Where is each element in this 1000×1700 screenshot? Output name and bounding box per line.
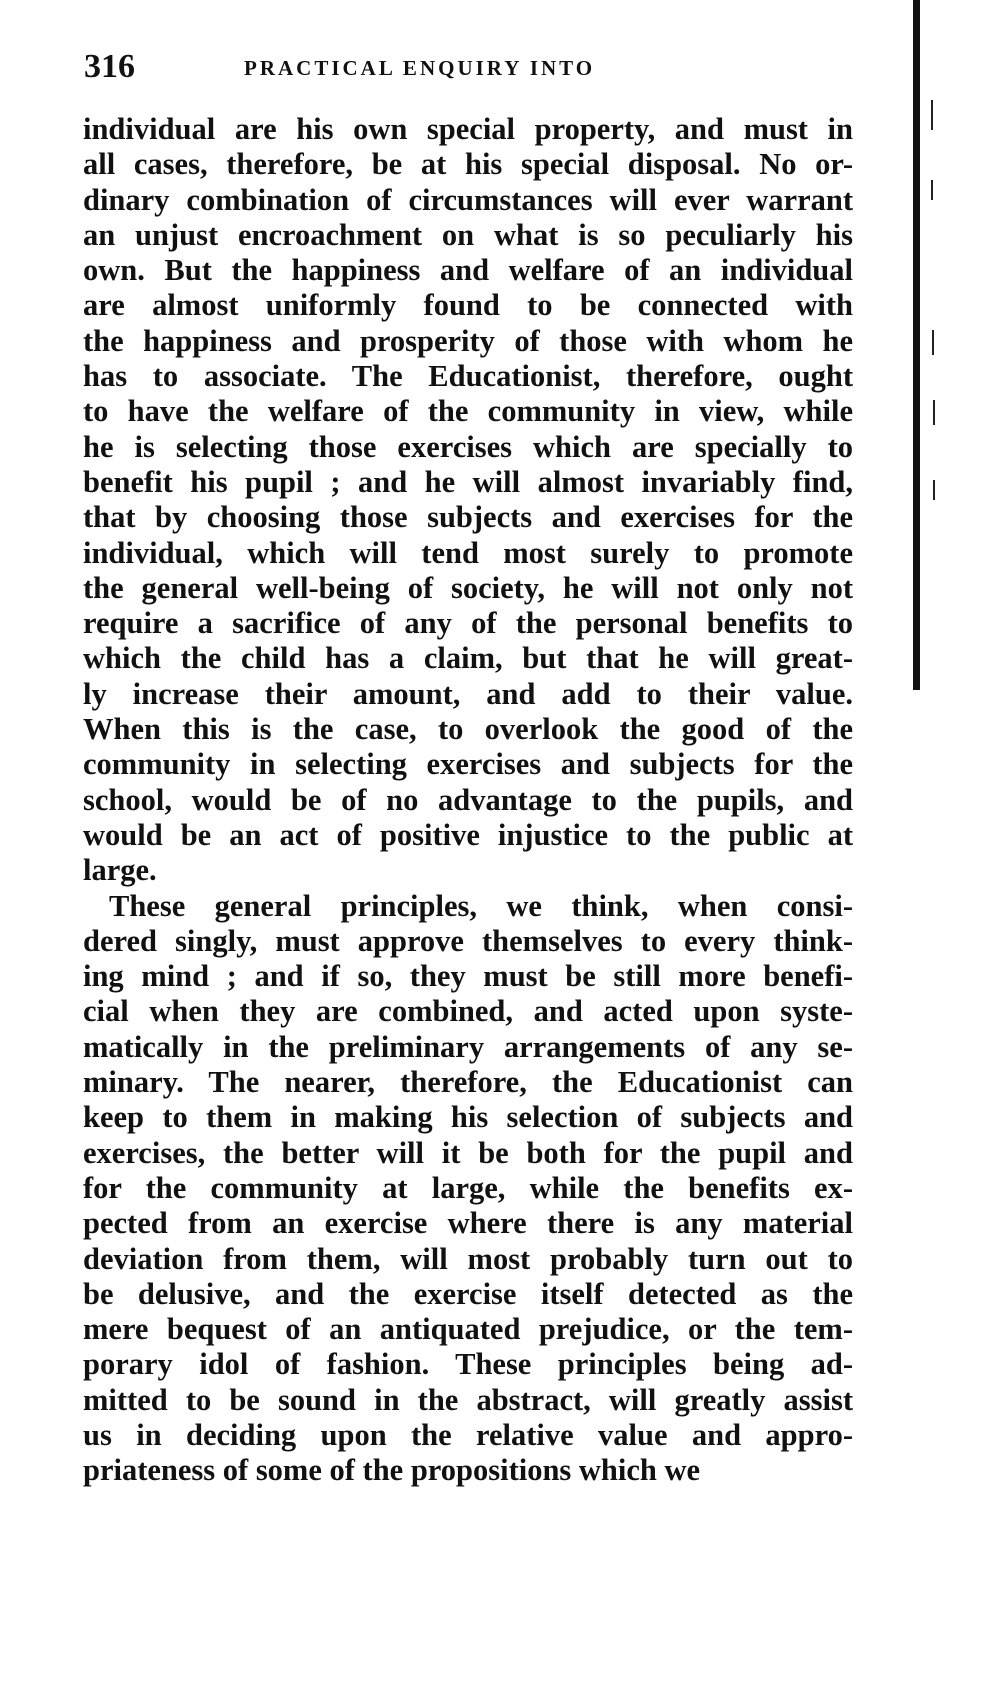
text-line: are almost uniformly found to be connected with: [83, 288, 853, 323]
text-line: When this is the case, to overlook the good of the: [83, 712, 853, 747]
text-line: be delusive, and the exercise itself detected as the: [83, 1276, 853, 1311]
text-line: individual, which will tend most surely to promote: [83, 535, 853, 570]
text-line: to have the welfare of the community in view, while: [83, 394, 853, 429]
text-line: priateness of some of the propositions which we: [83, 1453, 701, 1488]
text-line: porary idol of fashion. These principles being ad-: [83, 1347, 853, 1382]
text-line: for the community at large, while the benefits ex-: [83, 1170, 853, 1205]
scan-artifact: [933, 480, 935, 500]
text-line: the happiness and prosperity of those with whom he: [83, 323, 853, 358]
scan-artifact: [933, 400, 935, 425]
text-line: an unjust encroachment on what is so peculiarly his: [83, 217, 853, 252]
text-line: These general principles, we think, when consi-: [109, 888, 853, 923]
text-line: benefit his pupil ; and he will almost invariably find,: [83, 464, 853, 499]
page-header: [84, 48, 854, 92]
text-line: dinary combination of circumstances will ever warrant: [83, 182, 853, 217]
scan-artifact: [931, 100, 933, 130]
text-line: ing mind ; and if so, they must be still more benefi-: [83, 959, 853, 994]
text-line: that by choosing those subjects and exercises for the: [83, 500, 853, 535]
text-line: all cases, therefore, be at his special disposal. No or-: [83, 147, 853, 182]
text-line: pected from an exercise where there is any material: [83, 1206, 853, 1241]
text-line: exercises, the better will it be both for the pupil and: [83, 1135, 853, 1170]
page-body: [83, 112, 853, 1489]
text-line: which the child has a claim, but that he will great-: [83, 641, 853, 676]
text-line: keep to them in making his selection of subjects and: [83, 1100, 853, 1135]
page-number: 316: [84, 48, 135, 85]
text-line: mitted to be sound in the abstract, will greatly assist: [83, 1382, 853, 1417]
text-line: school, would be of no advantage to the pupils, and: [83, 782, 853, 817]
text-line: would be an act of positive injustice to the public at: [83, 817, 853, 852]
text-line: the general well-being of society, he will not only not: [83, 570, 853, 605]
text-line: he is selecting those exercises which are specially to: [83, 429, 853, 464]
text-line: own. But the happiness and welfare of an individual: [83, 253, 853, 288]
text-line: community in selecting exercises and subjects for the: [83, 747, 853, 782]
text-line: matically in the preliminary arrangements of any se-: [83, 1029, 853, 1064]
scan-artifact: [932, 330, 934, 355]
running-head: PRACTICAL ENQUIRY INTO: [244, 56, 596, 80]
text-line: us in deciding upon the relative value and appro-: [83, 1417, 853, 1452]
text-line: require a sacrifice of any of the personal benefits to: [83, 606, 853, 641]
text-line: deviation from them, will most probably turn out to: [83, 1241, 853, 1276]
text-line: individual are his own special property, and must in: [83, 112, 853, 146]
text-line: cial when they are combined, and acted upon syste-: [83, 994, 853, 1029]
page-edge-shadow: [913, 0, 920, 690]
text-line: large.: [83, 853, 157, 888]
text-line: has to associate. The Educationist, therefore, ought: [83, 359, 853, 394]
text-line: minary. The nearer, therefore, the Educationist can: [83, 1065, 853, 1100]
text-line: ly increase their amount, and add to their value.: [83, 676, 853, 711]
text-line: dered singly, must approve themselves to every think-: [83, 923, 853, 958]
text-line: mere bequest of an antiquated prejudice, or the tem-: [83, 1312, 853, 1347]
scan-artifact: [931, 180, 933, 200]
